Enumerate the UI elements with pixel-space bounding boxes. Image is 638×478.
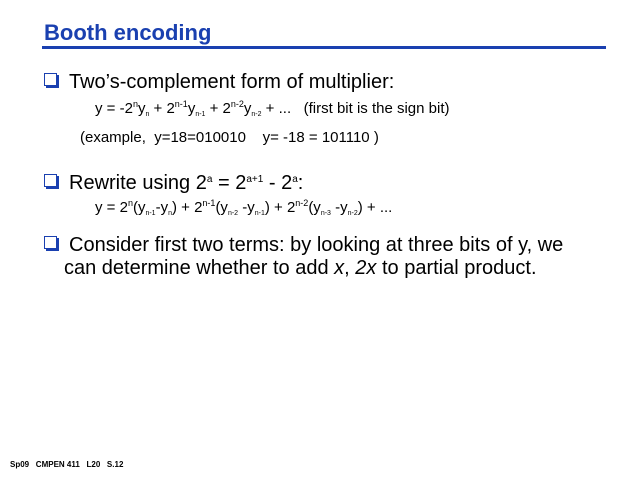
bullet-rewrite: Rewrite using $2^a = 2^{a+1} - 2^a$: [44,168,303,195]
title-underline [42,46,606,49]
slide-title: Booth encoding [44,20,212,45]
formula-rewrite: $y = 2^n(y_{n-1}-y_n) + 2^{n-1}(y_{n-2}$ $-y_{n-1}) + 2^{n-2}(y_{n-3}$ $-y_{n-2}$) + ... [95,198,393,217]
square-bullet-icon [44,236,57,249]
square-bullet-icon [44,174,57,187]
slide-footer: Sp09 CMPEN 411 L20 S.12 [10,460,124,469]
bullet-consider-continued: can determine whether to add x, 2x to partial product. [64,257,537,279]
bullet-consider: Consider first two terms: by looking at three bits of y, we [44,233,563,257]
bullet-text: Two’s-complement form of multiplier: [69,71,395,93]
square-bullet-icon [44,73,57,86]
example-line: (example, y=18=010010 y= -18 = 101110 ) [80,129,379,146]
formula-twos-complement: $y = -2^ny_n + 2^{n-1}y_{n-1} + 2^{n-2}y_{n-2}$ + ... (first bit is the sign bit) [95,99,450,118]
bullet-twos-complement [44,70,394,94]
